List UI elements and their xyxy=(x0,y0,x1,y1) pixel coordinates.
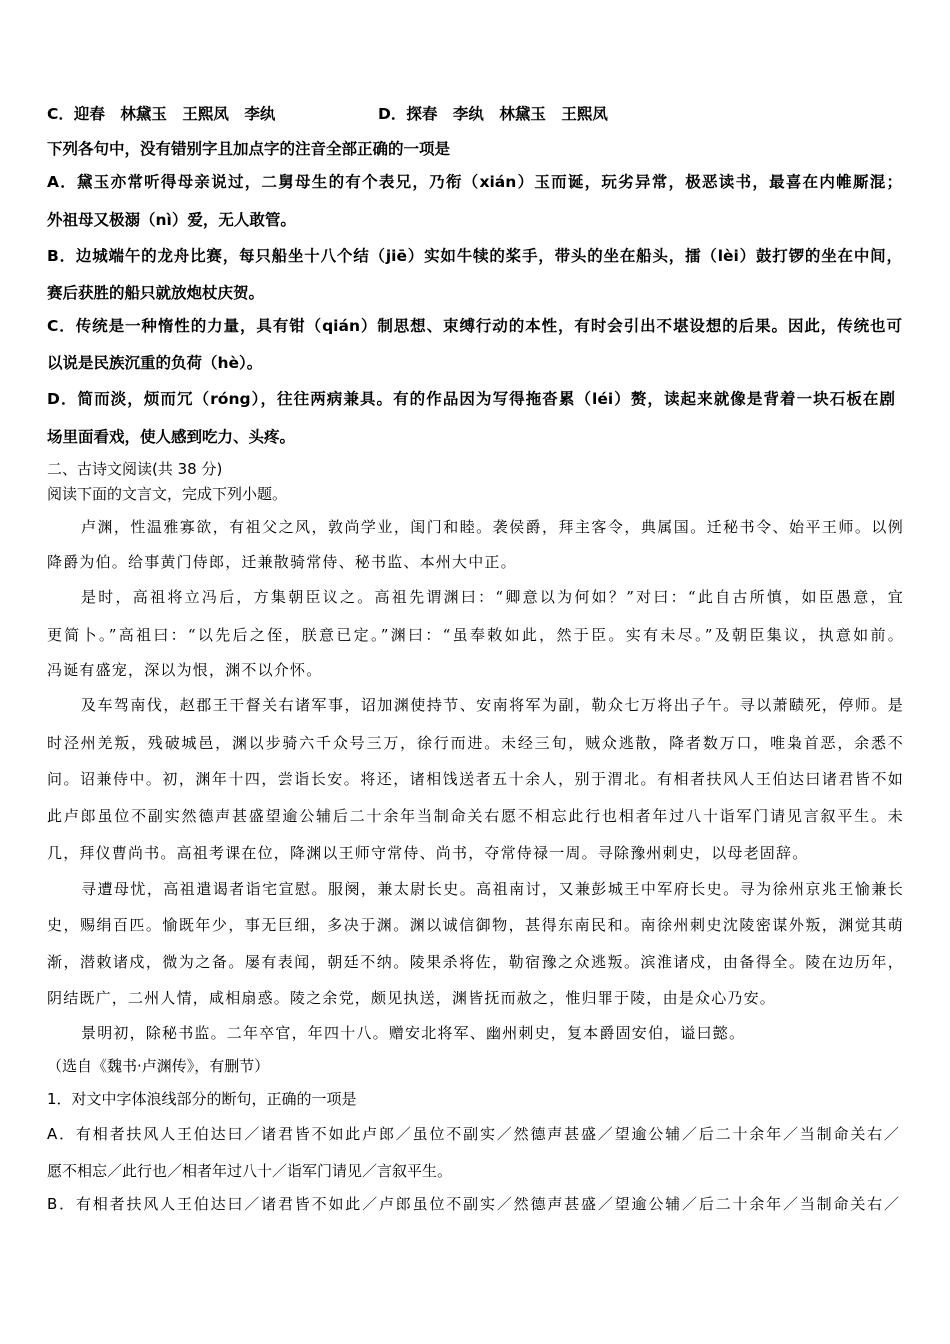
section-intro: 阅读下面的文言文，完成下列小题。 xyxy=(47,485,288,503)
passage-line: 降爵为伯。给事黄门侍郎，迁兼散骑常侍、秘书监、本州大中正。 xyxy=(47,553,517,571)
choice-a-line1: A．黛玉亦常听得母亲说过，二舅母生的有个表兄，乃衔（xián）玉而诞，玩劣异常，极恶读书，最喜在内帷厮混； xyxy=(47,173,902,191)
passage-line: 冯诞有盛宠，深以为恨，渊不以介怀。 xyxy=(47,661,323,679)
question-stem: 下列各句中，没有错别字且加点字的注音全部正确的一项是 xyxy=(47,140,451,158)
choice-a-line2: 外祖母又极溺（nì）爱，无人敢管。 xyxy=(47,211,296,229)
option-c-line: C．迎春 林黛玉 王熙凤 李纨 xyxy=(47,105,276,123)
q1-choice-a-line1: A．有相者扶风人王伯达曰／诸君皆不如此卢郎／虽位不副实／然德声甚盛／望逾公辅／后二十余年／当制命关右／ xyxy=(47,1125,899,1143)
passage-line: 景明初，除秘书监。二年卒官，年四十八。赠安北将军、幽州刺史，复本爵固安伯，谥曰懿。 xyxy=(81,1024,746,1042)
passage-source: （选自《魏书·卢渊传》，有删节） xyxy=(47,1057,270,1075)
q1-choice-b-line1: B．有相者扶风人王伯达曰／诸君皆不如此／卢郎虽位不副实／然德声甚盛／望逾公辅／后二十余年／当制命关右／ xyxy=(47,1195,899,1213)
passage-line: 阴结既广，二州人情，咸相扇惑。陵之余党，颇见执送，渊皆抚而赦之，惟归罪于陵，由是众心乃安。 xyxy=(47,989,777,1007)
passage-line: 渐，潜敕诸戍，微为之备。屡有表闻，朝廷不纳。陵果杀将佐，勒宿豫之众逃叛。滨淮诸戍，由备得全。陵在边历年， xyxy=(47,953,904,971)
passage-line: 更简卜。”高祖曰：“以先后之侄，朕意已定。”渊曰：“虽奉敕如此，然于臣。实有未尽。”及朝臣集议，执意如前。 xyxy=(47,626,904,644)
passage-line: 卢渊，性温雅寡欲，有祖父之风，敦尚学业，闺门和睦。袭侯爵，拜主客令，典属国。迁秘书令、始平王师。以例 xyxy=(81,518,904,536)
passage-line: 史，赐绢百匹。愉既年少，事无巨细，多决于渊。渊以诚信御物，甚得东南民和。南徐州刺史沈陵密谋外叛，渊觉其萌 xyxy=(47,916,904,934)
passage-line: 是时，高祖将立冯后，方集朝臣议之。高祖先谓渊曰：“卿意以为何如？”对曰：“此自古所慎，如臣愚意，宜 xyxy=(81,588,904,606)
passage-line: 此卢郎虽位不副实然德声甚盛望逾公辅后二十余年当制命关右愿不相忘此行也相者年过八十诣军门请见言叙平生。未 xyxy=(47,807,904,825)
passage-line: 几，拜仪曹尚书。高祖考课在位，降渊以王师守常侍、尚书，夺常侍禄一周。寻除豫州刺史，以母老固辞。 xyxy=(47,844,809,862)
option-d-line: D．探春 李纨 林黛玉 王熙凤 xyxy=(378,105,608,123)
choice-b-line2: 赛后获胜的船只就放炮杖庆贺。 xyxy=(47,284,265,302)
question-1-stem: 1．对文中字体浪线部分的断句，正确的一项是 xyxy=(47,1090,357,1108)
choice-d-line1: D．简而淡，烦而冗（róng），往往两病兼具。有的作品因为写得拖沓累（léi）赘，读起来就像是背着一块石板在剧 xyxy=(47,390,895,408)
choice-c-line2: 以说是民族沉重的负荷（hè）。 xyxy=(47,354,263,372)
passage-line: 及车驾南伐，赵郡王干督关右诸军事，诏加渊使持节、安南将军为副，勒众七万将出子午。寻以萧赜死，停师。是 xyxy=(81,696,904,714)
choice-c-line1: C．传统是一种惰性的力量，具有钳（qián）制思想、束缚行动的本性，有时会引出不堪设想的后果。因此，传统也可 xyxy=(47,317,902,335)
passage-line: 寻遭母忧，高祖遣谒者诣宅宣慰。服阕，兼太尉长史。高祖南讨，又兼彭城王中军府长史。寻为徐州京兆王愉兼长 xyxy=(81,880,904,898)
q1-choice-a-line2: 愿不相忘／此行也／相者年过八十／诣军门请见／言叙平生。 xyxy=(47,1162,453,1180)
choice-b-line1: B．边城端午的龙舟比赛，每只船坐十八个结（jiē）实如牛犊的桨手，带头的坐在船头，擂（lèi）鼓打锣的坐在中间， xyxy=(47,247,902,265)
section-title: 二、古诗文阅读(共 38 分) xyxy=(47,460,223,478)
choice-d-line2: 场里面看戏，使人感到吃力、头疼。 xyxy=(47,428,296,446)
passage-line: 问。诏兼侍中。初，渊年十四，尝诣长安。将还，诸相饯送者五十余人，别于渭北。有相者扶风人王伯达曰诸君皆不如 xyxy=(47,770,904,788)
passage-line: 时泾州羌叛，残破城邑，渊以步骑六千众号三万，徐行而进。未经三旬，贼众逃散，降者数万口，唯枭首恶，余悉不 xyxy=(47,734,904,752)
